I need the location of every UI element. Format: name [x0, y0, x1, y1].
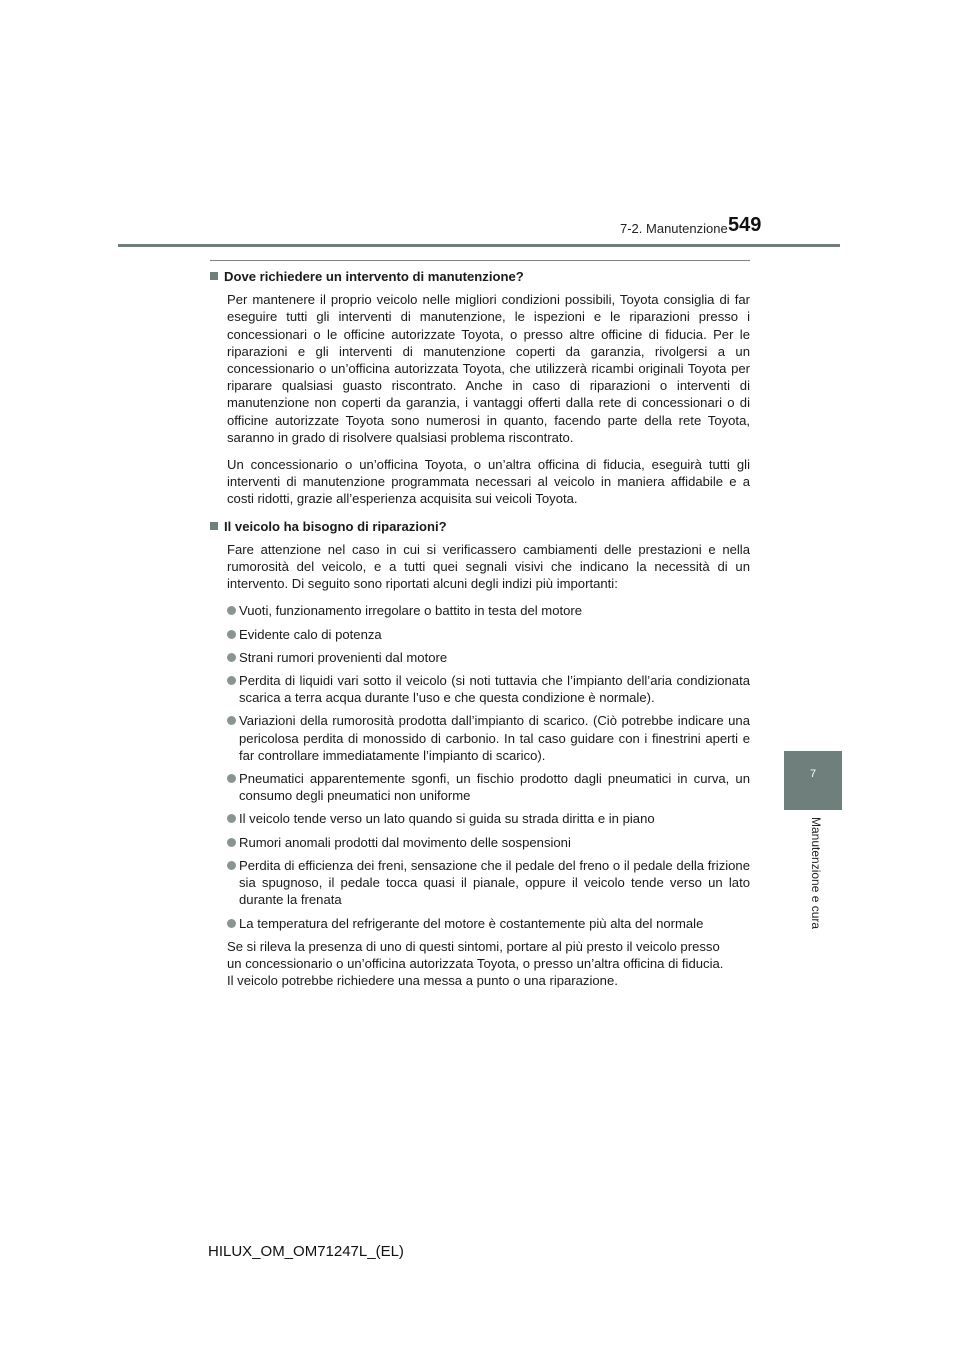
chapter-tab [784, 751, 842, 810]
list-item [227, 712, 750, 764]
closing-line: un concessionario o un’officina autorizzata Toyota, o presso un’altra officina di fiducia. [227, 955, 724, 971]
circle-bullet-icon [227, 861, 236, 870]
section-heading [210, 268, 750, 285]
circle-bullet-icon [227, 774, 236, 783]
list-item [227, 602, 750, 619]
body-paragraph: Un concessionario o un’officina Toyota, o un’altra officina di fiducia, eseguirà tutti gli interventi di manutenzione programmata necessari al veicolo in maniera affidabile e a costi ridotti, grazie all’esperienza acquisita sui veicoli Toyota. [227, 457, 750, 507]
section-rule [210, 260, 750, 261]
circle-bullet-icon [227, 653, 236, 662]
header-rule [118, 244, 840, 247]
circle-bullet-icon [227, 716, 236, 725]
list-item [227, 626, 750, 643]
list-item-text: Evidente calo di potenza [239, 626, 382, 642]
circle-bullet-icon [227, 919, 236, 928]
section-heading-text: Il veicolo ha bisogno di riparazioni? [224, 518, 447, 534]
symptom-list [210, 602, 750, 931]
square-bullet-icon [210, 272, 218, 280]
list-item [227, 834, 750, 851]
closing-line: Se si rileva la presenza di uno di questi sintomi, portare al più presto il veicolo presso [227, 938, 720, 954]
closing-line: Il veicolo potrebbe richiedere una messa a punto o una riparazione. [227, 973, 618, 989]
body-paragraph: Fare attenzione nel caso in cui si verificassero cambiamenti delle prestazioni e nella rumorosità del veicolo, e a tutti quei segnali visivi che indicano la necessità di un intervento. Di seguito sono riportati alcuni degli indizi più importanti: [227, 541, 750, 592]
list-item-text: Pneumatici apparentemente sgonfi, un fischio prodotto dagli pneumatici in curva, un consumo degli pneumatici non uniforme [239, 771, 750, 804]
section-heading [210, 518, 750, 535]
list-item-text: Il veicolo tende verso un lato quando si guida su strada diritta e in piano [239, 811, 655, 827]
circle-bullet-icon [227, 814, 236, 823]
page-content [210, 268, 750, 989]
circle-bullet-icon [227, 838, 236, 847]
list-item [227, 915, 750, 932]
circle-bullet-icon [227, 630, 236, 639]
list-item [227, 857, 750, 909]
page-number: 549 [728, 214, 762, 236]
section-heading-text: Dove richiedere un intervento di manutenzione? [224, 269, 524, 284]
list-item-text: Perdita di liquidi vari sotto il veicolo (si noti tuttavia che l’impianto dell’aria condizionata scarica a terra acqua durante l’uso e che questa condizione è normale). [239, 673, 750, 706]
circle-bullet-icon [227, 676, 236, 685]
document-code: HILUX_OM_OM71247L_(EL) [208, 1243, 404, 1260]
list-item [227, 649, 750, 666]
list-item-text: La temperatura del refrigerante del motore è costantemente più alta del normale [239, 915, 704, 931]
list-item [227, 810, 750, 827]
list-item-text: Strani rumori provenienti dal motore [239, 649, 448, 665]
chapter-number: 7 [809, 768, 817, 780]
circle-bullet-icon [227, 606, 236, 615]
list-item-text: Perdita di efficienza dei freni, sensazione che il pedale del freno o il pedale della frizione sia spugnoso, il pedale tocca quasi il pianale, oppure il veicolo tende verso un lato durante la frenata [239, 857, 750, 908]
square-bullet-icon [210, 522, 218, 530]
closing-paragraph [227, 938, 750, 990]
list-item-text: Variazioni della rumorosità prodotta dall’impianto di scarico. (Ciò potrebbe indicare una pericolosa perdita di monossido di carbonio. In tal caso guidare con i finestrini aperti e far controllare immediatamente l’impianto di scarico). [239, 713, 750, 763]
list-item [227, 770, 750, 804]
list-item-text: Vuoti, funzionamento irregolare o battito in testa del motore [239, 603, 583, 619]
header-section-title: 7-2. Manutenzione [620, 221, 728, 236]
list-item-text: Rumori anomali prodotti dal movimento delle sospensioni [239, 834, 571, 850]
chapter-title: Manutenzione e cura [809, 817, 823, 930]
body-paragraph: Per mantenere il proprio veicolo nelle migliori condizioni possibili, Toyota consiglia di far eseguire tutti gli interventi di manutenzione, le ispezioni e le riparazioni presso i concessionari o le officine autorizzate Toyota, o presso altre officine di fiducia. Per le riparazioni e gli interventi di manutenzione coperti da garanzia, rivolgersi a un concessionario o un’officina autorizzata Toyota, che utilizzerà ricambi originali Toyota per riparare qualsiasi guasto riscontrato. Anche in caso di riparazioni o interventi di manutenzione non coperti da garanzia, i vantaggi offerti dalla rete di concessionari o di officine autorizzate Toyota sono numerosi in quanto, facendo parte della rete Toyota, saranno in grado di risolvere qualsiasi problema riscontrato. [227, 292, 750, 445]
list-item [227, 672, 750, 706]
